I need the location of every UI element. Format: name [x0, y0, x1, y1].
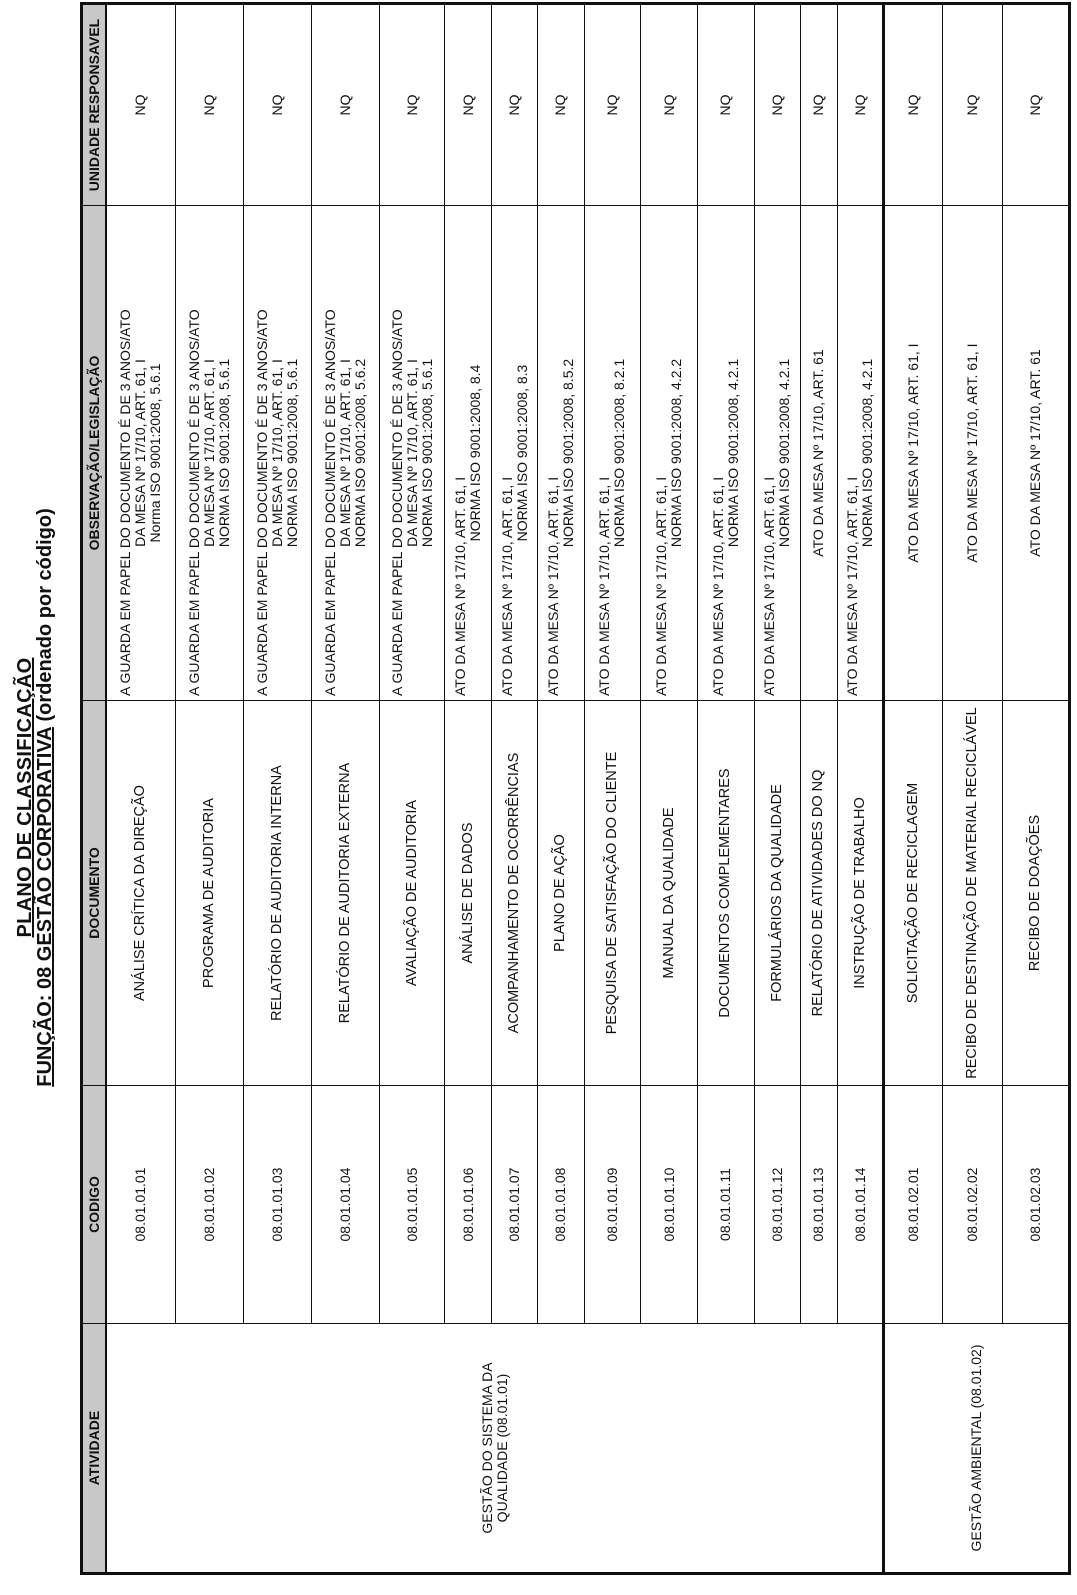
- codigo-cell: 08.01.01.08: [538, 1086, 584, 1324]
- observacao-line: NORMA ISO 9001:2008, 8.4: [467, 364, 484, 542]
- codigo-cell: 08.01.01.11: [697, 1086, 754, 1324]
- observacao-cell: [697, 206, 754, 701]
- column-header-unidade: UNIDADE RESPONSAVEL: [82, 4, 107, 206]
- observacao-cell: [754, 206, 800, 701]
- documento-cell: FORMULÁRIOS DA QUALIDADE: [754, 701, 800, 1086]
- documento-cell: RELATÓRIO DE AUDITORIA EXTERNA: [311, 701, 379, 1086]
- documento-cell: PLANO DE AÇÃO: [538, 701, 584, 1086]
- documento-cell: ACOMPANHAMENTO DE OCORRÊNCIAS: [491, 701, 537, 1086]
- codigo-cell: 08.01.02.03: [1002, 1086, 1069, 1324]
- column-header-codigo: CODIGO: [82, 1086, 107, 1324]
- codigo-cell: 08.01.01.01: [106, 1086, 175, 1324]
- codigo-cell: 08.01.02.02: [943, 1086, 1003, 1324]
- observacao-line: ATO DA MESA Nº 17/10, ART. 61, I: [844, 476, 861, 696]
- unidade-cell: NQ: [106, 4, 175, 206]
- documento-cell: RECIBO DE DESTINAÇÃO DE MATERIAL RECICLÁVEL: [943, 701, 1003, 1086]
- observacao-line: NORMA ISO 9001:2008, 5.6.1: [283, 358, 300, 548]
- codigo-cell: 08.01.01.10: [641, 1086, 698, 1324]
- observacao-line: NORMA ISO 9001:2008, 5.6.2: [351, 358, 368, 548]
- observacao-line: ATO DA MESA Nº 17/10, ART. 61, I: [544, 476, 561, 696]
- subtitle-order: (ordenado por código): [34, 508, 56, 722]
- observacao-line: NORMA ISO 9001:2008, 4.2.1: [724, 358, 741, 548]
- observacao-line: A GUARDA EM PAPEL DO DOCUMENTO É DE 3 ANOS/ATO: [388, 309, 405, 696]
- observacao-line: NORMA ISO 9001:2008, 4.2.2: [668, 358, 685, 548]
- unidade-cell: NQ: [1002, 4, 1069, 206]
- observacao-cell: [584, 206, 641, 701]
- observacao-cell: [106, 206, 175, 701]
- observacao-cell: [379, 206, 445, 701]
- table-row: [106, 4, 175, 1574]
- column-header-observacao: OBSERVAÇÃO/LEGISLAÇÃO: [82, 206, 107, 701]
- observacao-cell: [884, 206, 943, 701]
- documento-cell: RELATÓRIO DE AUDITORIA INTERNA: [243, 701, 311, 1086]
- observacao-line: ATO DA MESA Nº 17/10, ART. 61, I: [905, 343, 922, 563]
- unidade-cell: NQ: [243, 4, 311, 206]
- unidade-cell: NQ: [491, 4, 537, 206]
- codigo-cell: 08.01.02.01: [884, 1086, 943, 1324]
- observacao-cell: [538, 206, 584, 701]
- documento-cell: DOCUMENTOS COMPLEMENTARES: [697, 701, 754, 1086]
- observacao-line: ATO DA MESA Nº 17/10, ART. 61: [1026, 349, 1043, 557]
- observacao-line: A GUARDA EM PAPEL DO DOCUMENTO É DE 3 ANOS/ATO: [185, 309, 202, 696]
- observacao-line: ATO DA MESA Nº 17/10, ART. 61, I: [653, 476, 670, 696]
- observacao-line: A GUARDA EM PAPEL DO DOCUMENTO É DE 3 ANOS/ATO: [321, 309, 338, 696]
- page-subtitle: [34, 0, 57, 1595]
- unidade-cell: NQ: [800, 4, 837, 206]
- observacao-line: A GUARDA EM PAPEL DO DOCUMENTO É DE 3 ANOS/ATO: [253, 309, 270, 696]
- atividade-cell: GESTÃO AMBIENTAL (08.01.02): [884, 1324, 1070, 1574]
- observacao-line: NORMA ISO 9001:2008, 4.2.1: [776, 358, 793, 548]
- observacao-line: DA MESA Nº 17/10, ART. 61, I: [403, 359, 420, 547]
- observacao-cell: [838, 206, 884, 701]
- codigo-cell: 08.01.01.09: [584, 1086, 641, 1324]
- unidade-cell: NQ: [838, 4, 884, 206]
- codigo-cell: 08.01.01.12: [754, 1086, 800, 1324]
- unidade-cell: NQ: [641, 4, 698, 206]
- codigo-cell: 08.01.01.13: [800, 1086, 837, 1324]
- codigo-cell: 08.01.01.02: [175, 1086, 243, 1324]
- unidade-cell: NQ: [584, 4, 641, 206]
- observacao-line: NORMA ISO 9001:2008, 5.6.1: [418, 358, 435, 548]
- observacao-line: ATO DA MESA Nº 17/10, ART. 61, I: [498, 476, 515, 696]
- documento-cell: ANÁLISE DE DADOS: [445, 701, 491, 1086]
- unidade-cell: NQ: [697, 4, 754, 206]
- documento-cell: ANÁLISE CRÍTICA DA DIREÇÃO: [106, 701, 175, 1086]
- column-header-documento: DOCUMENTO: [82, 701, 107, 1086]
- codigo-cell: 08.01.01.07: [491, 1086, 537, 1324]
- documento-cell: RECIBO DE DOAÇÕES: [1002, 701, 1069, 1086]
- observacao-line: DA MESA Nº 17/10, ART. 61, I: [200, 359, 217, 547]
- codigo-cell: 08.01.01.14: [838, 1086, 884, 1324]
- observacao-line: ATO DA MESA Nº 17/10, ART. 61, I: [963, 343, 980, 563]
- observacao-cell: [491, 206, 537, 701]
- documento-cell: MANUAL DA QUALIDADE: [641, 701, 698, 1086]
- observacao-cell: [800, 206, 837, 701]
- observacao-cell: [243, 206, 311, 701]
- observacao-line: DA MESA Nº 17/10, ART. 61, I: [336, 359, 353, 547]
- observacao-line: NORMA ISO 9001:2008, 4.2.1: [859, 358, 876, 548]
- observacao-line: NORMA ISO 9001:2008, 5.6.1: [215, 358, 232, 548]
- documento-cell: AVALIAÇÃO DE AUDITORIA: [379, 701, 445, 1086]
- observacao-cell: [1002, 206, 1069, 701]
- unidade-cell: NQ: [445, 4, 491, 206]
- observacao-line: NORMA ISO 9001:2008, 8.3: [513, 364, 530, 542]
- documento-cell: PROGRAMA DE AUDITORIA: [175, 701, 243, 1086]
- unidade-cell: NQ: [884, 4, 943, 206]
- observacao-line: A GUARDA EM PAPEL DO DOCUMENTO É DE 3 ANOS/ATO: [117, 309, 134, 696]
- documento-cell: RELATÓRIO DE ATIVIDADES DO NQ: [800, 701, 837, 1086]
- observacao-line: DA MESA Nº 17/10, ART. 61, I: [268, 359, 285, 547]
- observacao-line: Norma ISO 9001:2008, 5.6.1: [147, 363, 164, 543]
- table-header-row: [82, 4, 107, 1574]
- atividade-cell: GESTÃO DO SISTEMA DA QUALIDADE (08.01.01): [106, 1324, 884, 1574]
- subtitle-function: FUNÇÃO: 08 GESTÃO CORPORATIVA: [34, 727, 56, 1087]
- observacao-line: DA MESA Nº 17/10, ART. 61, I: [132, 359, 149, 547]
- observacao-cell: [943, 206, 1003, 701]
- observacao-cell: [445, 206, 491, 701]
- observacao-line: ATO DA MESA Nº 17/10, ART. 61: [810, 349, 827, 557]
- unidade-cell: NQ: [538, 4, 584, 206]
- unidade-cell: NQ: [754, 4, 800, 206]
- page-title: PLANO DE CLASSIFICAÇÃO: [14, 657, 36, 938]
- unidade-cell: NQ: [311, 4, 379, 206]
- documento-cell: PESQUISA DE SATISFAÇÃO DO CLIENTE: [584, 701, 641, 1086]
- observacao-line: NORMA ISO 9001:2008, 8.2.1: [611, 358, 628, 548]
- codigo-cell: 08.01.01.06: [445, 1086, 491, 1324]
- unidade-cell: NQ: [379, 4, 445, 206]
- unidade-cell: NQ: [943, 4, 1003, 206]
- codigo-cell: 08.01.01.03: [243, 1086, 311, 1324]
- observacao-cell: [641, 206, 698, 701]
- observacao-line: ATO DA MESA Nº 17/10, ART. 61, I: [709, 476, 726, 696]
- documento-cell: SOLICITAÇÃO DE RECICLAGEM: [884, 701, 943, 1086]
- observacao-line: ATO DA MESA Nº 17/10, ART. 61, I: [452, 476, 469, 696]
- table-body: [106, 4, 1070, 1574]
- observacao-line: ATO DA MESA Nº 17/10, ART. 61, I: [761, 476, 778, 696]
- observacao-cell: [311, 206, 379, 701]
- observacao-cell: [175, 206, 243, 701]
- codigo-cell: 08.01.01.05: [379, 1086, 445, 1324]
- observacao-line: NORMA ISO 9001:2008, 8.5.2: [559, 358, 576, 548]
- observacao-line: ATO DA MESA Nº 17/10, ART. 61, I: [596, 476, 613, 696]
- documento-cell: INSTRUÇÃO DE TRABALHO: [838, 701, 884, 1086]
- table-row: [884, 4, 943, 1574]
- classification-table: [80, 2, 1071, 1575]
- codigo-cell: 08.01.01.04: [311, 1086, 379, 1324]
- unidade-cell: NQ: [175, 4, 243, 206]
- column-header-atividade: ATIVIDADE: [82, 1324, 107, 1574]
